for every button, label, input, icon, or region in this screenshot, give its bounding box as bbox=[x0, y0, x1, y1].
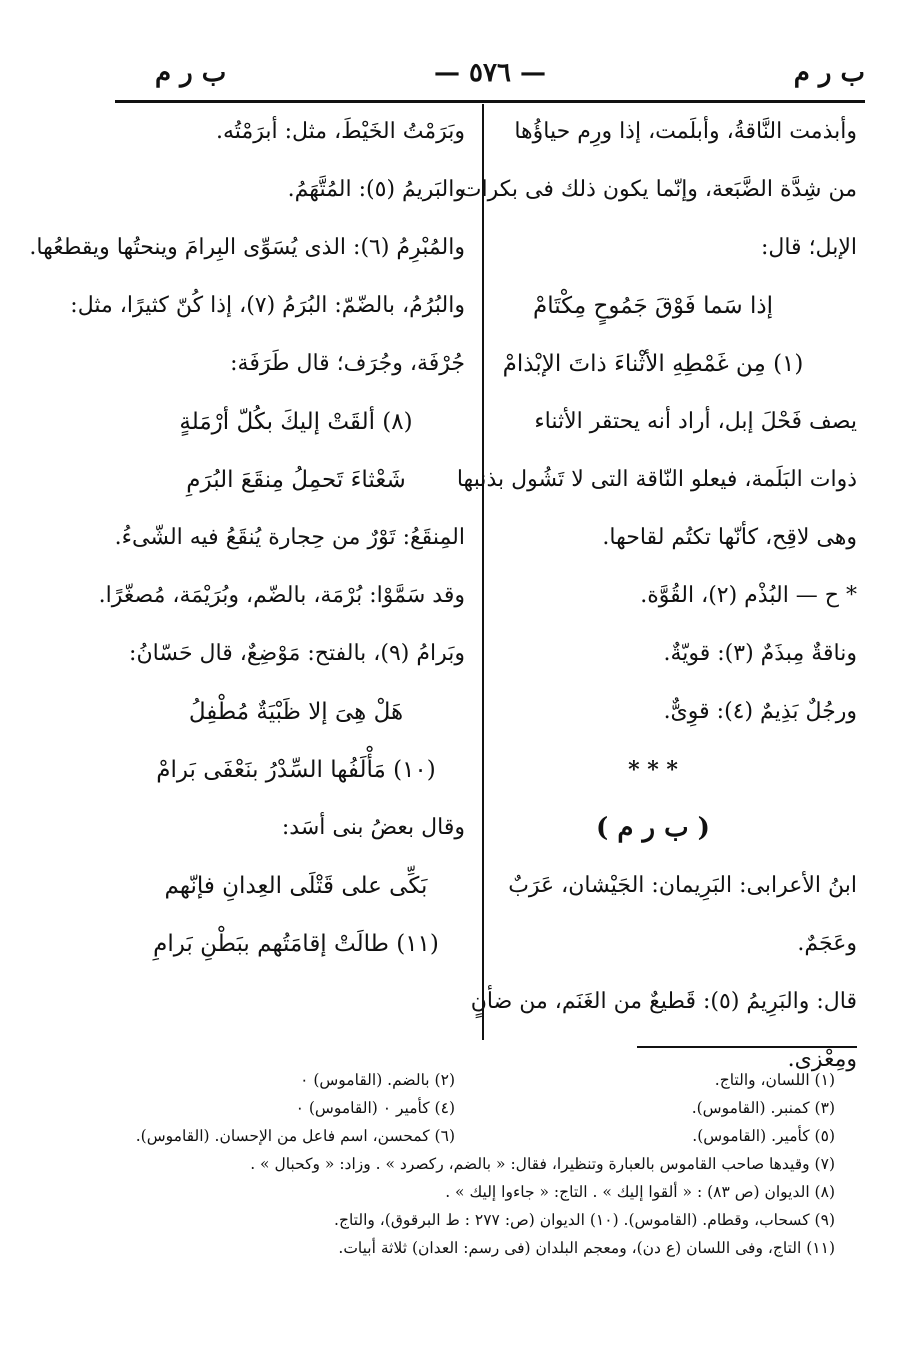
section-separator: * * * bbox=[628, 757, 678, 783]
footnotes bbox=[75, 1066, 835, 1262]
text-line: وأبذمت النَّاقةُ، وأبلَمت، إذا ورِم حياؤُها bbox=[514, 119, 857, 144]
footnote: (٢) بالضم. (القاموس) ٠ bbox=[300, 1071, 455, 1089]
verse-line: شَعْثاءَ تَحمِلُ مِنقَعَ البُرَمِ bbox=[186, 467, 406, 493]
text-line: وعَجَمٌ. bbox=[797, 931, 857, 956]
text-line: والبَريمُ (٥): المُتَّهَمُ. bbox=[287, 177, 465, 202]
text-line: ورجُلٌ بَذِيمٌ (٤): قوِىٌّ. bbox=[663, 699, 857, 724]
footnote-rule bbox=[637, 1046, 857, 1048]
page-header bbox=[115, 58, 865, 92]
verse-line: (١٠) مَأْلَفُها السِّدْرُ بنَعْفَى بَرامْ bbox=[156, 757, 436, 783]
text-line: وناقةٌ مِبذَمٌ (٣): قويّةٌ. bbox=[663, 641, 857, 666]
footnote-row bbox=[75, 1122, 835, 1150]
text-line: وقال بعضُ بنى أسَد: bbox=[281, 815, 465, 840]
footnote: (٩) كسحاب، وقطام. (القاموس). (١٠) الديوان (ص: ٢٧٧ : ط البرقوق)، والتاج. bbox=[334, 1211, 835, 1229]
text-line: ومِعْزى. bbox=[787, 1047, 857, 1072]
footnote: (٤) كأمير ٠ (القاموس) ٠ bbox=[295, 1099, 455, 1117]
text-line: والمُبْرِمُ (٦): الذى يُسَوِّى البِرامَ وينحتُها ويقطعُها. bbox=[29, 235, 465, 260]
footnote: (٥) كأمير. (القاموس). bbox=[692, 1127, 835, 1145]
footnote-row bbox=[75, 1094, 835, 1122]
verse-line: هَلْ هِىَ إلا ظَبْيَةٌ مُطْفِلُ bbox=[188, 699, 404, 725]
text-line: جُرْفَة، وجُرَف؛ قال طَرَفَة: bbox=[230, 351, 465, 376]
text-line: قال: والبَرِيمُ (٥): قَطيعٌ من الغَنَم، من ضأنٍ bbox=[470, 989, 857, 1014]
verse-line: (١١) طالَتْ إقامَتُهم ببَطْنِ بَرامِ bbox=[153, 931, 439, 957]
text-line: الإبل؛ قال: bbox=[760, 235, 857, 260]
text-line: ابنُ الأعرابى: البَرِيمان: الجَيْشان، عَرَبٌ bbox=[508, 873, 857, 898]
text-line: المِنقَعُ: تَوْرٌ من حِجارة يُنقَعُ فيه الشّىءُ. bbox=[114, 525, 465, 550]
verse-line: (١) مِن غَمْطِهِ الأثْناءَ ذاتَ الإبْذامْ bbox=[502, 351, 804, 377]
text-line: وبَرَمْتُ الخَيْطَ، مثل: أبرَمْتُه. bbox=[216, 119, 465, 144]
page-number: — ٥٧٦ — bbox=[433, 58, 547, 88]
right-column bbox=[449, 118, 857, 1104]
text-line: من شِدَّة الضَّبَعة، وإنّما يكون ذلك فى بكرات bbox=[460, 177, 857, 202]
section-title: ( ب ر م ) bbox=[596, 813, 710, 843]
verse-line: (٨) ألقَتْ إليكَ بكُلّ أرْمَلةٍ bbox=[179, 409, 413, 435]
verse-line: إذا سَما فَوْقَ جَمُوحٍ مِكْتَامْ bbox=[532, 293, 774, 319]
verse-line: بَكِّى على قَتْلَى العِدانِ فإنّهم bbox=[164, 873, 428, 899]
footnote: (١) اللسان، والتاج. bbox=[714, 1071, 835, 1089]
footnote: (٣) كمنبر. (القاموس). bbox=[691, 1099, 835, 1117]
header-root-right: ب ر م bbox=[793, 58, 865, 88]
footnote: (١١) التاج، وفى اللسان (ع دن)، ومعجم البلدان (فى رسم: العدان) ثلاثة أبيات. bbox=[338, 1239, 835, 1257]
text-line: وهى لاقِح، كأنّها تكتُم لقاحها. bbox=[602, 525, 857, 550]
footnote-row bbox=[75, 1066, 835, 1094]
footnote: (٧) وقيدها صاحب القاموس بالعبارة وتنظيرا، فقال: « بالضم، ركصرد » . وزاد: « وكحبال » . bbox=[250, 1155, 835, 1173]
entry-line: * ح — البُذْم (٢)، القُوَّة. bbox=[640, 583, 857, 608]
left-column bbox=[29, 118, 465, 988]
footnote: (٨) الديوان (ص ٨٣) : « ألقوا إليك » . التاج: « جاءوا إليك » . bbox=[445, 1183, 835, 1201]
text-line: وبَرامُ (٩)، بالفتح: مَوْضِعٌ، قال حَسّانُ: bbox=[129, 641, 465, 666]
header-root-left: ب ر م bbox=[155, 58, 227, 88]
text-line: ذوات البَلَمة، فيعلو النّاقة التى لا تَشُول بذنبها bbox=[456, 467, 857, 492]
text-line: يصف فَحْلَ إبل، أراد أنه يحتقر الأثناء bbox=[534, 409, 857, 434]
header-rule bbox=[115, 100, 865, 103]
text-line: والبُرُمُ، بالضّمّ: البُرَمُ (٧)، إذا كُنّ كثيرًا، مثل: bbox=[70, 293, 465, 318]
footnote: (٦) كمحسن، اسم فاعل من الإحسان. (القاموس). bbox=[135, 1127, 455, 1145]
text-line: وقد سَمَّوْا: بُرْمَة، بالضّم، وبُرَيْمَة، مُصغّرًا. bbox=[98, 583, 465, 608]
